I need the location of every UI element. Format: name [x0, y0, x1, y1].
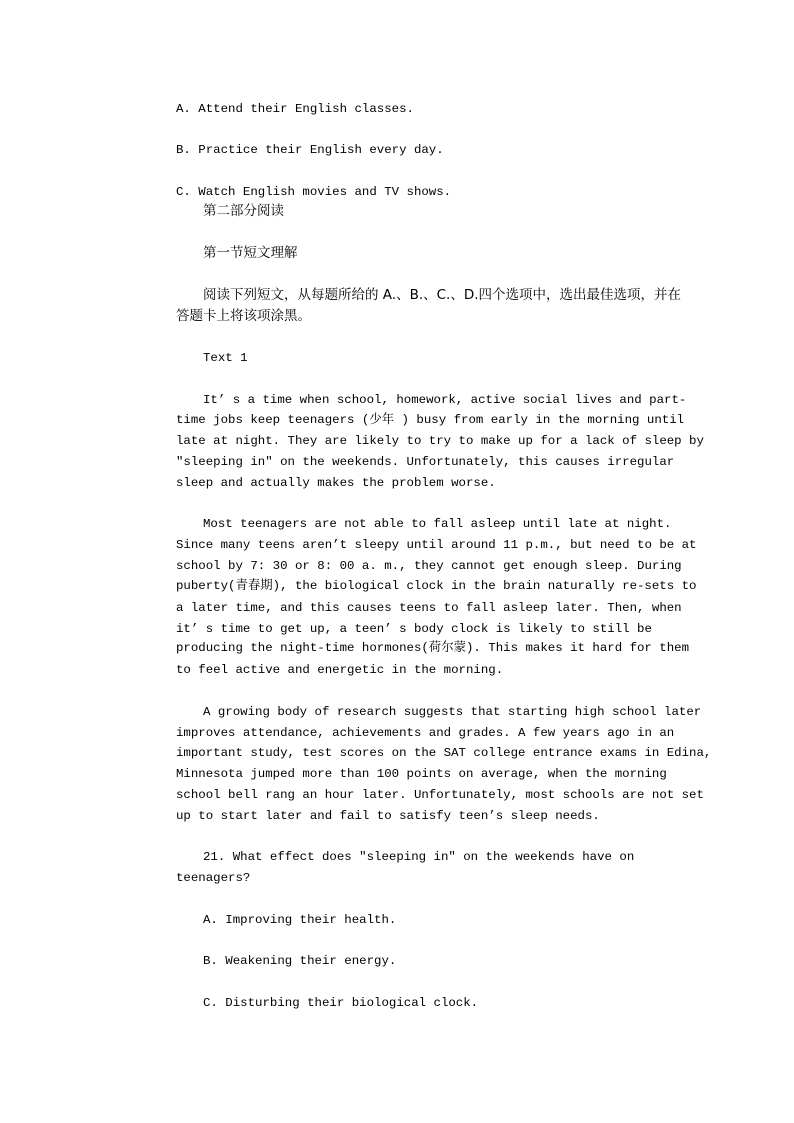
paragraph-line: Since many teens aren’t sleepy until around 11 p.m., but need to be at	[176, 538, 697, 552]
section-instruction: 阅读下列短文，从每题所给的 A.、B.、C.、D.四个选项中，选出最佳选项，并在答题卡上将该项涂黑。	[176, 287, 682, 324]
paragraph-line: up to start later and fail to satisfy teen’s sleep needs.	[176, 809, 600, 823]
paragraph-line: a later time, and this causes teens to fall asleep later. Then, when	[176, 601, 682, 615]
paragraph-line: important study, test scores on the SAT college entrance exams in Edina,	[176, 746, 712, 760]
paragraph-line: Most teenagers are not able to fall asleep until late at night.	[203, 517, 672, 531]
option-c: C. Disturbing their biological clock.	[203, 996, 479, 1010]
paragraph-line: school by 7: 30 or 8: 00 a. m., they cannot get enough sleep. During	[176, 559, 682, 573]
paragraph-line: improves attendance, achievements and grades. A few years ago in an	[176, 726, 675, 740]
section-part-heading: 第二部分阅读	[203, 203, 284, 219]
section-subsection-heading: 第一节短文理解	[203, 245, 298, 261]
option-b-previous: B. Practice their English every day.	[176, 143, 444, 157]
text-label: Text 1	[203, 351, 248, 365]
option-a: A. Improving their health.	[203, 913, 397, 927]
paragraph-line: It’ s a time when school, homework, active social lives and part-	[203, 393, 687, 407]
paragraph-line: Minnesota jumped more than 100 points on average, when the morning	[176, 767, 667, 781]
question-stem-continued: teenagers?	[176, 871, 251, 885]
paragraph-line: sleep and actually makes the problem worse.	[176, 476, 496, 490]
paragraph-line: late at night. They are likely to try to make up for a lack of sleep by	[176, 434, 704, 448]
paragraph-line: "sleeping in" on the weekends. Unfortunately, this causes irregular	[176, 455, 675, 469]
option-b: B. Weakening their energy.	[203, 954, 397, 968]
paragraph-line: it’ s time to get up, a teen’ s body clock is likely to still be	[176, 622, 652, 636]
paragraph-line: time jobs keep teenagers (少年 ) busy from early in the morning until	[176, 413, 685, 427]
question-stem: 21. What effect does "sleeping in" on the weekends have on	[203, 850, 635, 864]
paragraph-line: puberty(青春期), the biological clock in the brain naturally re-sets to	[176, 579, 697, 593]
paragraph-line: A growing body of research suggests that starting high school later	[203, 705, 702, 719]
paragraph-line: to feel active and energetic in the morning.	[176, 663, 504, 677]
paragraph-line: school bell rang an hour later. Unfortunately, most schools are not set	[176, 788, 704, 802]
paragraph-line: producing the night-time hormones(荷尔蒙). This makes it hard for them	[176, 641, 690, 655]
option-c-previous: C. Watch English movies and TV shows.	[176, 185, 452, 199]
option-a-previous: A. Attend their English classes.	[176, 102, 414, 116]
